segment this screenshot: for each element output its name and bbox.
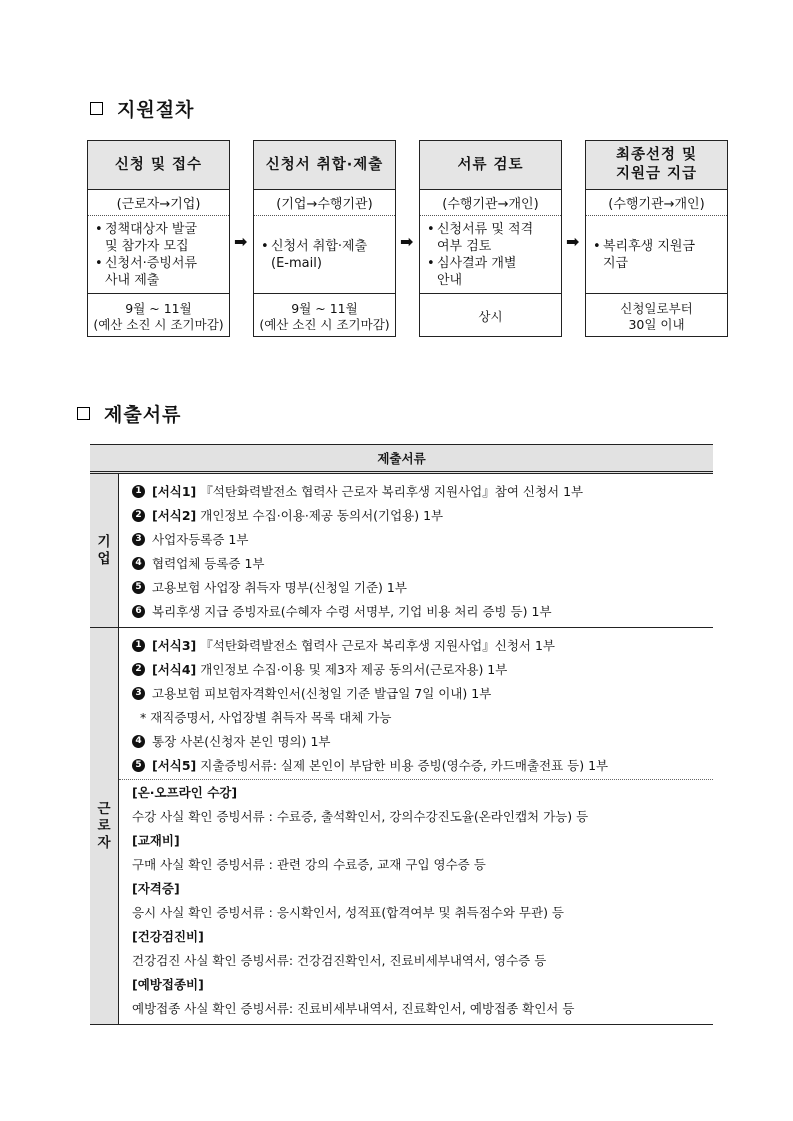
step-direction: (수행기관→개인) — [586, 190, 727, 216]
item-text: 고용보험 피보험자격확인서(신청일 기준 발급일 7일 이내) 1부 — [152, 686, 492, 701]
documents-title: 제출서류 — [104, 404, 182, 426]
step-title-lines — [115, 156, 202, 175]
documents-section-title — [77, 400, 181, 427]
circled-number-icon: 4 — [132, 735, 145, 748]
item-text: 통장 사본(신청자 본인 명의) 1부 — [152, 734, 331, 749]
circled-number-icon: 3 — [132, 533, 145, 546]
bullet-icon: • — [593, 238, 601, 254]
list-item — [593, 238, 721, 272]
circled-number-icon: 1 — [132, 639, 145, 652]
right-arrow-icon: ➡ — [400, 232, 414, 251]
step-title-line: 지원금 지급 — [615, 166, 698, 182]
checkbox-square-icon — [90, 102, 103, 115]
category-description: 응시 사실 확인 증빙서류 : 응시확인서, 성적표(합격여부 및 취득점수와 무관) 등 — [132, 905, 564, 920]
item-text: 개인정보 수집·이용 및 제3자 제공 동의서(근로자용) 1부 — [200, 662, 508, 677]
step-title-lines — [457, 156, 523, 175]
worker-group — [90, 628, 713, 1025]
period-line: 9월 ~ 11월 — [291, 300, 358, 316]
period-line: 상시 — [478, 308, 503, 324]
form-tag: [서식3] — [152, 638, 197, 653]
list-item-line: 정책대상자 발굴 — [105, 221, 198, 237]
bullet-icon: • — [427, 221, 435, 237]
category-heading: [예방접종비] — [132, 977, 204, 992]
item-text: 『석탄화력발전소 협력사 근로자 복리후생 지원사업』신청서 1부 — [200, 638, 555, 653]
list-item-text — [603, 238, 695, 272]
form-tag: [서식5] — [152, 758, 197, 773]
list-item — [427, 255, 555, 289]
procedure-title: 지원절차 — [117, 99, 195, 121]
list-item-line: 신청서 취합·제출 — [271, 238, 368, 254]
circled-number-icon: 2 — [132, 663, 145, 676]
procedure-step — [253, 140, 396, 337]
step-title-line: 신청 및 접수 — [114, 156, 203, 173]
item-text: 복리후생 지급 증빙자료(수혜자 수령 서명부, 기업 비용 처리 증빙 등) 1부 — [152, 604, 552, 619]
list-item-text — [105, 255, 197, 289]
step-period — [254, 294, 395, 339]
procedure-step — [419, 140, 562, 337]
period-line: (예산 소진 시 조기마감) — [259, 316, 390, 332]
note-row — [132, 705, 713, 729]
worker-label: 근로자 — [90, 628, 119, 1024]
step-title — [420, 141, 561, 190]
category-description: 예방접종 사실 확인 증빙서류: 진료비세부내역서, 진료확인서, 예방접종 확인서 등 — [132, 1001, 575, 1016]
period-line: (예산 소진 시 조기마감) — [93, 316, 224, 332]
period-line: 신청일로부터 — [620, 300, 693, 316]
step-title — [586, 141, 727, 190]
step-title-line: 서류 검토 — [457, 156, 524, 173]
bullet-icon: • — [261, 238, 269, 254]
category-heading: [자격증] — [132, 881, 180, 896]
step-title-lines — [616, 146, 697, 184]
note-text: * 재직증명서, 사업장별 취득자 목록 대체 가능 — [140, 710, 392, 725]
item-text: 협력업체 등록증 1부 — [152, 556, 265, 571]
step-period — [586, 294, 727, 339]
list-item-line: 신청서류 및 적격 — [437, 221, 534, 237]
circled-number-icon: 5 — [132, 759, 145, 772]
step-direction: (기업→수행기관) — [254, 190, 395, 216]
table-row — [132, 657, 713, 681]
category-heading: [건강검진비] — [132, 929, 204, 944]
step-title-line: 최종선정 및 — [615, 147, 698, 163]
list-item-line: 사내 제출 — [105, 272, 160, 288]
documents-table — [90, 444, 713, 1025]
table-row — [132, 551, 713, 575]
list-item-text — [271, 238, 367, 272]
form-tag: [서식4] — [152, 662, 197, 677]
list-item-line: 및 참가자 모집 — [105, 238, 189, 254]
table-row — [132, 633, 713, 657]
table-row — [132, 681, 713, 705]
worker-items — [119, 628, 713, 1024]
step-period — [420, 294, 561, 339]
checkbox-square-icon — [77, 407, 90, 420]
item-text: 개인정보 수집·이용·제공 동의서(기업용) 1부 — [200, 508, 444, 523]
list-item — [427, 221, 555, 255]
step-period — [88, 294, 229, 339]
step-title-line: 신청서 취합·제출 — [265, 156, 384, 173]
step-title-lines — [266, 156, 384, 175]
list-item-text — [105, 221, 197, 255]
category-description: 건강검진 사실 확인 증빙서류: 건강검진확인서, 진료비세부내역서, 영수증 등 — [132, 953, 547, 968]
bullet-icon: • — [95, 221, 103, 237]
category-heading: [온·오프라인 수강] — [132, 785, 238, 800]
bullet-icon: • — [95, 255, 103, 271]
item-text: 사업자등록증 1부 — [152, 532, 249, 547]
category-description: 구매 사실 확인 증빙서류 : 관련 강의 수료증, 교재 구입 영수증 등 — [132, 857, 486, 872]
right-arrow-icon: ➡ — [234, 232, 248, 251]
list-item-line: (E-mail) — [271, 255, 322, 271]
right-arrow-icon: ➡ — [566, 232, 580, 251]
period-line: 9월 ~ 11월 — [125, 300, 192, 316]
circled-number-icon: 3 — [132, 687, 145, 700]
table-header: 제출서류 — [90, 444, 713, 474]
step-body — [586, 216, 727, 294]
list-item — [261, 238, 389, 272]
company-items — [119, 474, 713, 627]
list-item-line: 복리후생 지원금 — [603, 238, 696, 254]
step-body — [254, 216, 395, 294]
procedure-step — [585, 140, 728, 337]
list-item-text — [437, 255, 516, 289]
circled-number-icon: 6 — [132, 605, 145, 618]
list-item-line: 여부 검토 — [437, 238, 492, 254]
step-title — [88, 141, 229, 190]
item-text: 『석탄화력발전소 협력사 근로자 복리후생 지원사업』참여 신청서 1부 — [200, 484, 584, 499]
form-tag: [서식1] — [152, 484, 197, 499]
company-group — [90, 474, 713, 628]
table-row — [132, 753, 713, 777]
table-row — [132, 575, 713, 599]
table-row — [132, 503, 713, 527]
circled-number-icon: 4 — [132, 557, 145, 570]
list-item-line: 안내 — [437, 272, 463, 288]
circled-number-icon: 5 — [132, 581, 145, 594]
list-item-line: 지급 — [603, 255, 629, 271]
list-item — [95, 221, 223, 255]
form-tag: [서식2] — [152, 508, 197, 523]
step-body — [420, 216, 561, 294]
circled-number-icon: 2 — [132, 509, 145, 522]
step-title — [254, 141, 395, 190]
table-row — [132, 729, 713, 753]
procedure-section-title — [90, 95, 194, 122]
list-item-line: 신청서·증빙서류 — [105, 255, 198, 271]
list-item — [95, 255, 223, 289]
list-item-text — [437, 221, 533, 255]
period-line: 30일 이내 — [628, 316, 685, 332]
category-heading: [교재비] — [132, 833, 180, 848]
category-description: 수강 사실 확인 증빙서류 : 수료증, 출석확인서, 강의수강진도율(온라인캡처 가능) 등 — [132, 809, 589, 824]
step-direction: (수행기관→개인) — [420, 190, 561, 216]
item-text: 지출증빙서류: 실제 본인이 부담한 비용 증빙(영수증, 카드매출전표 등) 1부 — [200, 758, 609, 773]
circled-number-icon: 1 — [132, 485, 145, 498]
table-row — [132, 527, 713, 551]
list-item-line: 심사결과 개별 — [437, 255, 517, 271]
table-row — [132, 479, 713, 503]
step-direction: (근로자→기업) — [88, 190, 229, 216]
step-body — [88, 216, 229, 294]
item-text: 고용보험 사업장 취득자 명부(신청일 기준) 1부 — [152, 580, 407, 595]
procedure-step — [87, 140, 230, 337]
table-row — [132, 599, 713, 623]
bullet-icon: • — [427, 255, 435, 271]
company-label: 기업 — [90, 474, 119, 627]
